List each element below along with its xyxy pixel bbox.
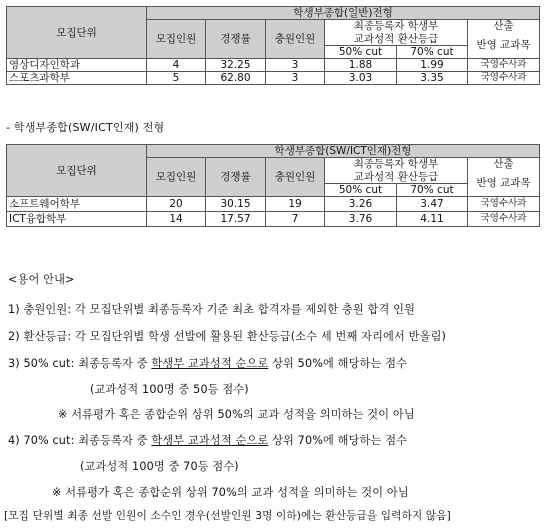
header-quota: 모집인원 [147, 158, 206, 197]
table-row [7, 72, 540, 85]
cell-ratio: 32.25 [206, 59, 266, 72]
header-grade-line1: 최종등록자 학생부 [325, 158, 468, 171]
cell-cut70: 1.99 [397, 59, 468, 72]
admission-table-general [6, 6, 540, 85]
cell-cut50: 3.26 [325, 197, 397, 212]
header-cut50: 50% cut [325, 184, 397, 197]
note-3-suffix: 상위 50%에 해당하는 점수 [268, 357, 408, 370]
section-title: - 학생부종합(SW/ICT인재) 전형 [6, 121, 165, 134]
note-1: 1) 충원인원: 각 모집단위별 최종등록자 기준 최초 합격자를 제외한 충원 합격 인원 [8, 303, 416, 316]
admission-table-sw-ict [6, 144, 540, 227]
note-3 [8, 355, 407, 371]
header-unit: 모집단위 [7, 7, 147, 59]
notes-title: <용어 안내> [8, 273, 75, 286]
notes-footer: [모집 단위별 최종 선발 인원이 소수인 경우(선발인원 3명 이하)에는 환산등급을 입력하지 않음] [4, 510, 451, 522]
header-calc-line2: 반영 교과목 [468, 33, 540, 59]
header-calc-line1: 산출 [468, 20, 540, 33]
note-2: 2) 환산등급: 각 모집단위별 학생 선발에 활용된 환산등급(소수 세 번째 자리에서 반올림) [8, 330, 447, 343]
table-row [7, 59, 540, 72]
cell-calc: 국영수사과 [468, 197, 540, 212]
header-unit: 모집단위 [7, 145, 147, 197]
header-calc-line1: 산출 [468, 158, 540, 171]
header-grade-line2: 교과성적 환산등급 [325, 33, 468, 46]
header-grade-line1: 최종등록자 학생부 [325, 20, 468, 33]
note-4-remark: ※ 서류평가 혹은 종합순위 상위 70%의 교과 성적을 의미하는 것이 아님 [52, 486, 409, 499]
cell-calc: 국영수사과 [468, 72, 540, 85]
cell-unit: 스포츠과학부 [7, 72, 147, 85]
cell-cut70: 4.11 [397, 212, 468, 227]
cell-cut50: 1.88 [325, 59, 397, 72]
header-cut70: 70% cut [397, 184, 468, 197]
cell-extra: 19 [266, 197, 325, 212]
note-3-underlined: 학생부 교과성적 순으로 [151, 357, 269, 370]
note-4 [8, 432, 407, 448]
cell-extra: 3 [266, 59, 325, 72]
header-group: 학생부종합(일반)전형 [147, 7, 540, 20]
header-extra: 충원인원 [266, 158, 325, 197]
table-row [7, 212, 540, 227]
header-ratio: 경쟁률 [206, 20, 266, 59]
note-3-sub: (교과성적 100명 중 50등 점수) [90, 383, 249, 396]
cell-ratio: 30.15 [206, 197, 266, 212]
cell-quota: 5 [147, 72, 206, 85]
header-ratio: 경쟁률 [206, 158, 266, 197]
cell-ratio: 17.57 [206, 212, 266, 227]
note-4-underlined: 학생부 교과성적 순으로 [151, 434, 269, 447]
cell-calc: 국영수사과 [468, 59, 540, 72]
cell-cut70: 3.47 [397, 197, 468, 212]
cell-ratio: 62.80 [206, 72, 266, 85]
cell-quota: 4 [147, 59, 206, 72]
cell-quota: 20 [147, 197, 206, 212]
note-4-sub: (교과성적 100명 중 70등 점수) [80, 460, 239, 473]
header-cut50: 50% cut [325, 46, 397, 59]
cell-cut70: 3.35 [397, 72, 468, 85]
header-cut70: 70% cut [397, 46, 468, 59]
cell-unit: ICT융합학부 [7, 212, 147, 227]
header-group: 학생부종합(SW/ICT인재)전형 [147, 145, 540, 158]
note-3-remark: ※ 서류평가 혹은 종합순위 상위 50%의 교과 성적을 의미하는 것이 아님 [58, 408, 415, 421]
cell-calc: 국영수사과 [468, 212, 540, 227]
cell-unit: 소프트웨어학부 [7, 197, 147, 212]
header-extra: 충원인원 [266, 20, 325, 59]
cell-cut50: 3.76 [325, 212, 397, 227]
cell-quota: 14 [147, 212, 206, 227]
note-3-prefix: 3) 50% cut: 최종등록자 중 [8, 357, 152, 370]
header-quota: 모집인원 [147, 20, 206, 59]
header-calc-line2: 반영 교과목 [468, 171, 540, 197]
cell-extra: 3 [266, 72, 325, 85]
note-4-prefix: 4) 70% cut: 최종등록자 중 [8, 434, 152, 447]
cell-unit: 영상디자인학과 [7, 59, 147, 72]
cell-extra: 7 [266, 212, 325, 227]
cell-cut50: 3.03 [325, 72, 397, 85]
note-4-suffix: 상위 70%에 해당하는 점수 [268, 434, 408, 447]
table-row [7, 197, 540, 212]
header-grade-line2: 교과성적 환산등급 [325, 171, 468, 184]
